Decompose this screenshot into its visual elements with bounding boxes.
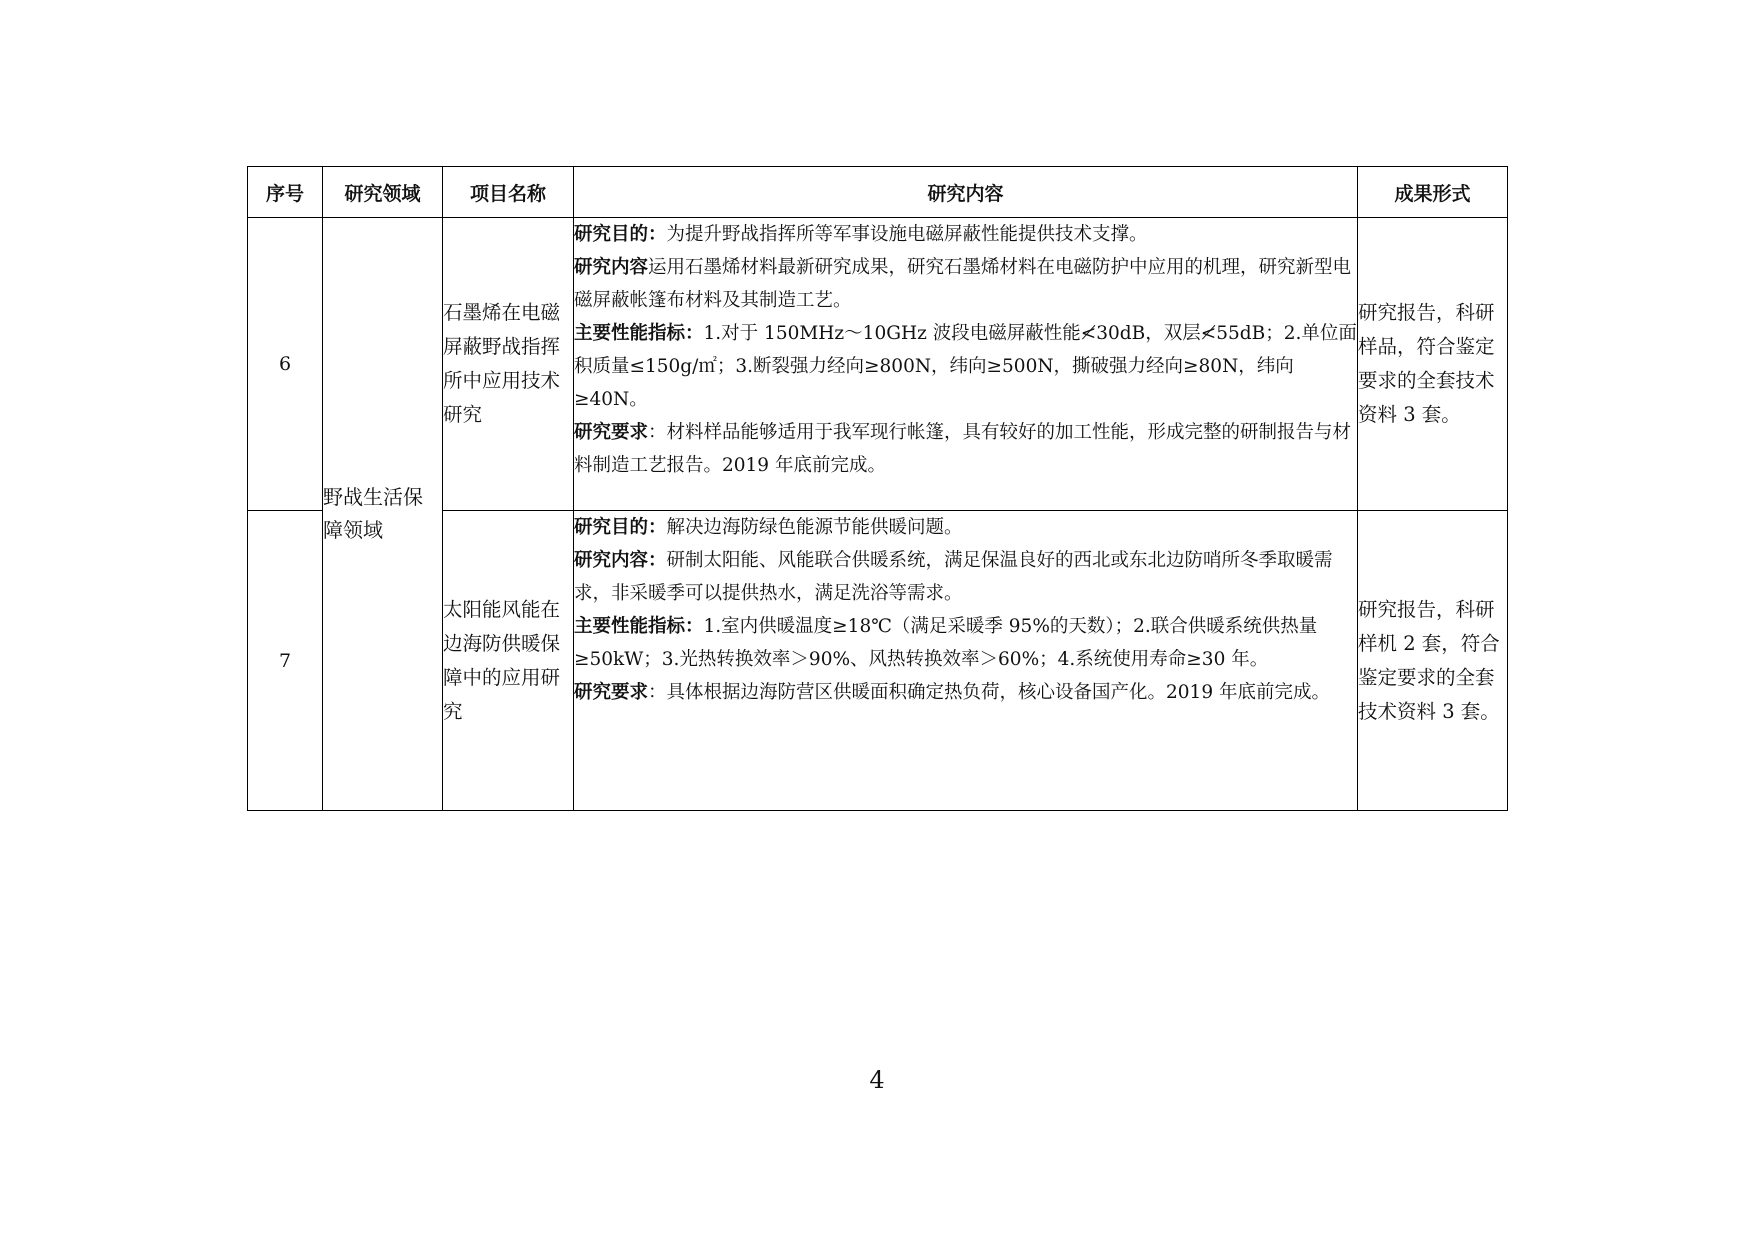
table-header-row (248, 167, 1508, 218)
row-serial: 7 (248, 511, 323, 811)
content-requirements: 研究要求：材料样品能够适用于我军现行帐篷，具有较好的加工性能，形成完整的研制报告与材料制造工艺报告。2019 年底前完成。 (574, 422, 1352, 476)
research-content (574, 511, 1358, 811)
research-content (574, 218, 1358, 511)
content-purpose: 研究目的：解决边海防绿色能源节能供暖问题。 (574, 517, 963, 538)
header-result: 成果形式 (1358, 167, 1508, 218)
project-name: 太阳能风能在边海防供暖保障中的应用研究 (443, 511, 574, 811)
table-row (248, 218, 1508, 511)
result-form: 研究报告，科研样品，符合鉴定要求的全套技术资料 3 套。 (1358, 218, 1508, 511)
header-content: 研究内容 (574, 167, 1358, 218)
content-metrics: 主要性能指标：1.室内供暖温度≥18℃（满足采暖季 95%的天数）；2.联合供暖系统供热量≥50kW；3.光热转换效率＞90%、风热转换效率＞60%；4.系统使用寿命≥30 年。 (574, 616, 1318, 670)
content-metrics: 主要性能指标：1.对于 150MHz～10GHz 波段电磁屏蔽性能≮30dB，双层≮55dB；2.单位面积质量≤150g/㎡；3.断裂强力经向≥800N，纬向≥500N，撕破强力经向≥80N，纬向≥40N。 (574, 323, 1357, 410)
header-field: 研究领域 (323, 167, 443, 218)
header-serial: 序号 (248, 167, 323, 218)
row-serial: 6 (248, 218, 323, 511)
header-project-name: 项目名称 (443, 167, 574, 218)
content-requirements: 研究要求：具体根据边海防营区供暖面积确定热负荷，核心设备国产化。2019 年底前完成。 (574, 682, 1330, 703)
research-projects-table (247, 166, 1508, 811)
content-purpose: 研究目的：为提升野战指挥所等军事设施电磁屏蔽性能提供技术支撑。 (574, 224, 1148, 245)
page-number: 4 (869, 1066, 885, 1094)
content-scope: 研究内容运用石墨烯材料最新研究成果，研究石墨烯材料在电磁防护中应用的机理，研究新型电磁屏蔽帐篷布材料及其制造工艺。 (574, 257, 1352, 311)
result-form: 研究报告，科研样机 2 套，符合鉴定要求的全套技术资料 3 套。 (1358, 511, 1508, 811)
project-name: 石墨烯在电磁屏蔽野战指挥所中应用技术研究 (443, 218, 574, 511)
content-scope: 研究内容：研制太阳能、风能联合供暖系统，满足保温良好的西北或东北边防哨所冬季取暖需求，非采暖季可以提供热水，满足洗浴等需求。 (574, 550, 1333, 604)
research-field-cell: 野战生活保障领域 (323, 218, 443, 811)
